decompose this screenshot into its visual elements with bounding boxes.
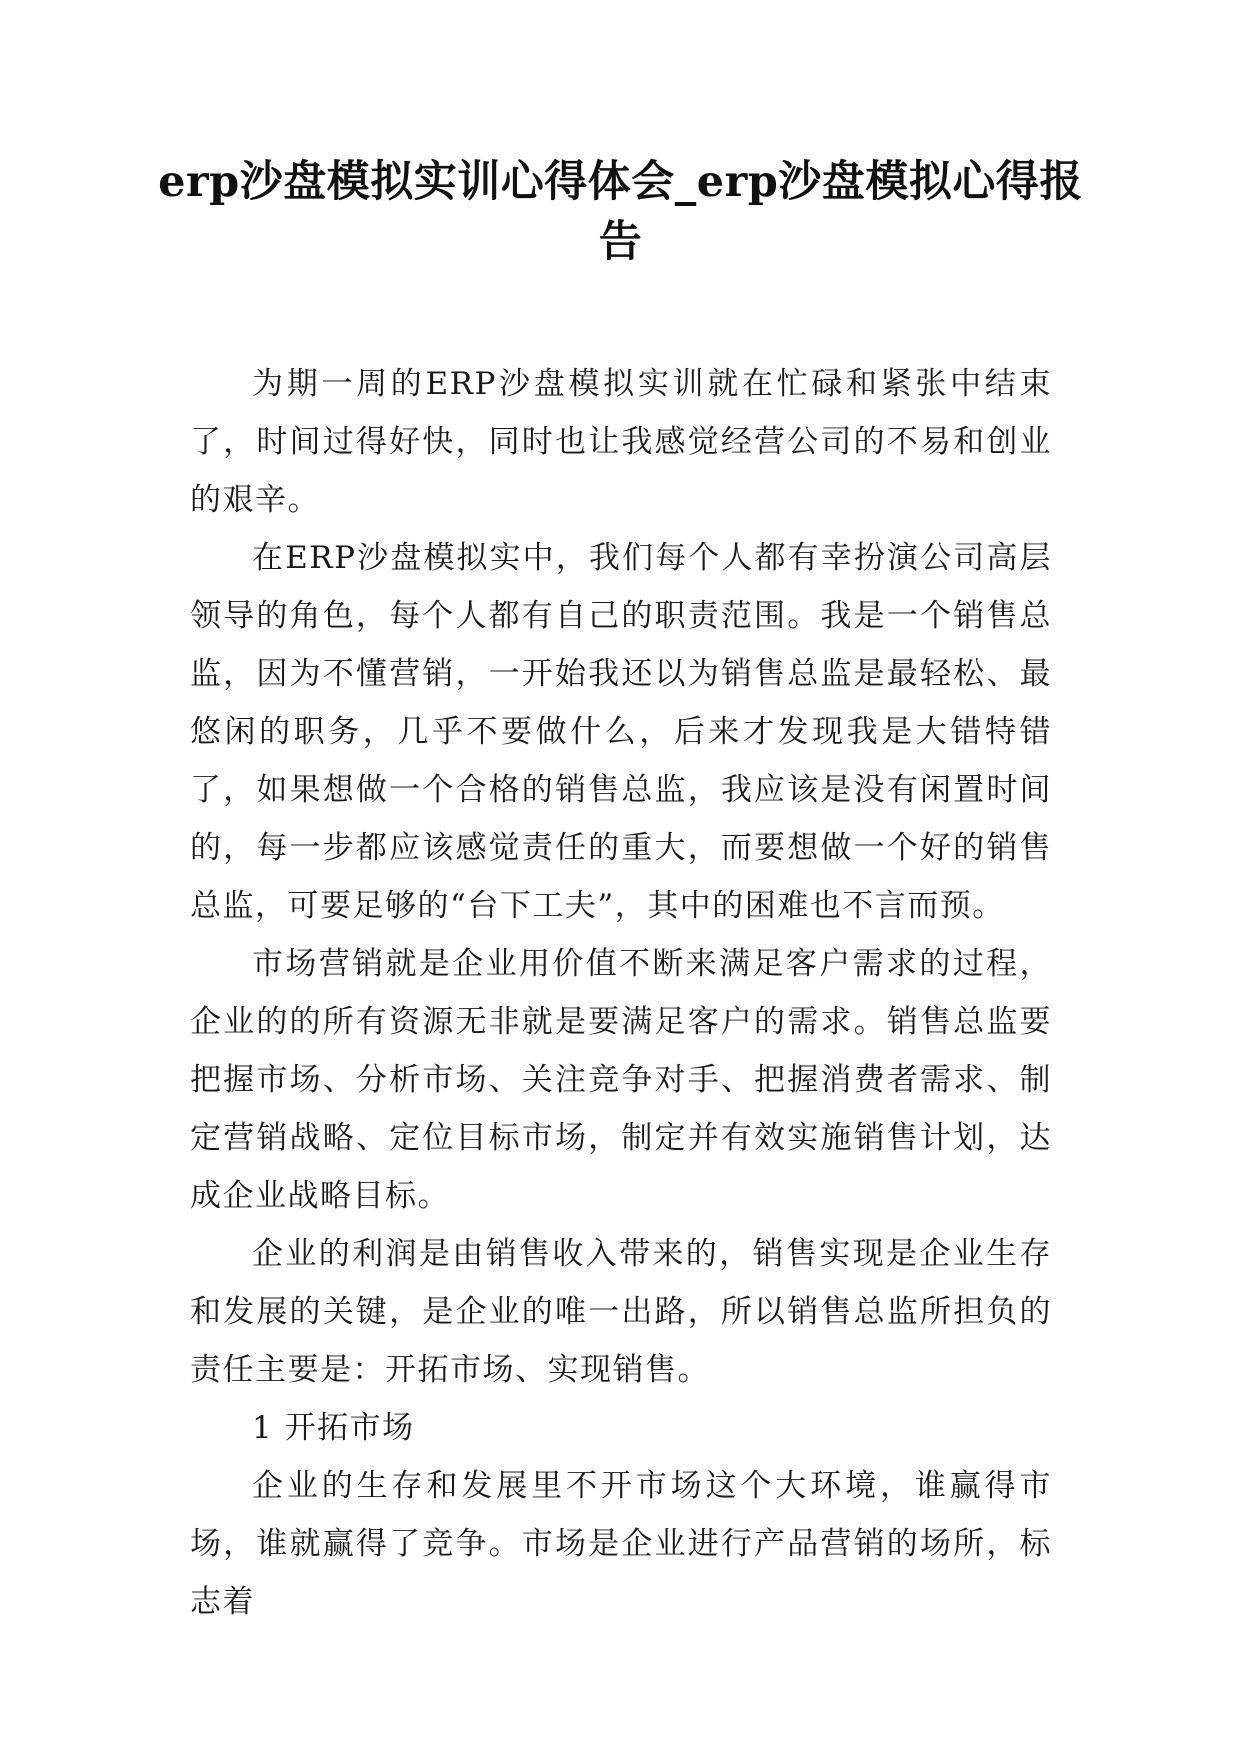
document-title: erp沙盘模拟实训心得体会_erp沙盘模拟心得报告 (158, 157, 1083, 267)
paragraph-marketing: 市场营销就是企业用价值不断来满足客户需求的过程，企业的的所有资源无非就是要满足客户的需求。销售总监要把握市场、分析市场、关注竞争对手、把握消费者需求、制定营销战略、定位目标市场，制定并有效实施销售计划，达成企业战略目标。 (190, 946, 1052, 1214)
paragraph-market: 企业的生存和发展里不开市场这个大环境，谁赢得市场，谁就赢得了竞争。市场是企业进行产品营销的场所，标志着 (190, 1468, 1052, 1620)
paragraph-intro: 为期一周的ERP沙盘模拟实训就在忙碌和紧张中结束了，时间过得好快，同时也让我感觉经营公司的不易和创业的艰辛。 (190, 366, 1052, 518)
paragraph-profit: 企业的利润是由销售收入带来的，销售实现是企业生存和发展的关键，是企业的唯一出路，所以销售总监所担负的责任主要是：开拓市场、实现销售。 (190, 1236, 1052, 1388)
paragraph-role: 在ERP沙盘模拟实中，我们每个人都有幸扮演公司高层领导的角色，每个人都有自己的职责范围。我是一个销售总监，因为不懂营销，一开始我还以为销售总监是最轻松、最悠闲的职务，几乎不要做什么，后来才发现我是大错特错了，如果想做一个合格的销售总监，我应该是没有闲置时间的，每一步都应该感觉责任的重大，而要想做一个好的销售总监，可要足够的“台下工夫”，其中的困难也不言而预。 (190, 540, 1052, 924)
document-body (190, 355, 1052, 1631)
section-heading-market: 1 开拓市场 (252, 1410, 415, 1446)
